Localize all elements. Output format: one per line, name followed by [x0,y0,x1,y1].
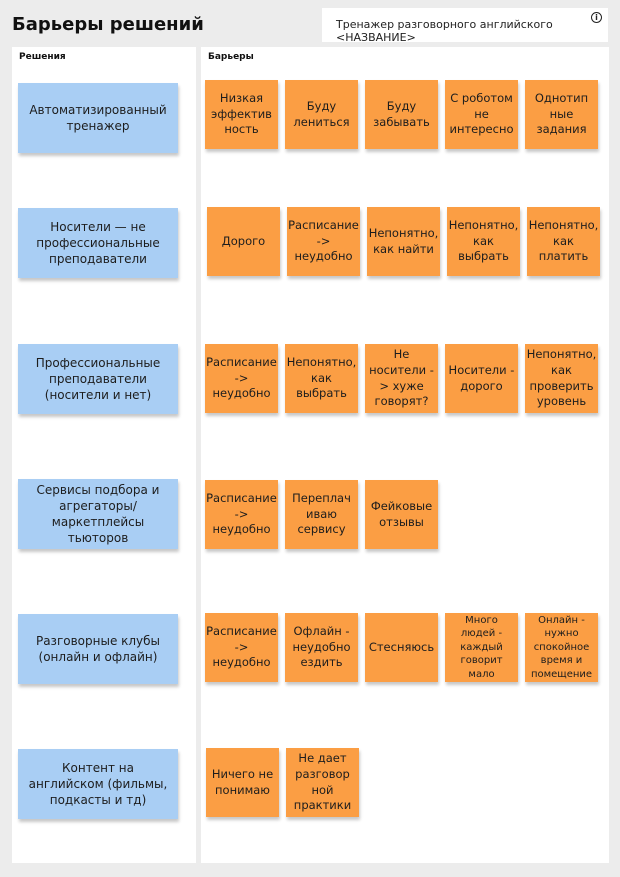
barrier-sticky[interactable]: Офлайн - неудобно ездить [285,613,358,682]
solution-sticky[interactable]: Автоматизированный тренажер [18,83,178,153]
page-title: Барьеры решений [12,14,204,35]
barrier-sticky[interactable]: Непонятно, как найти [367,207,440,276]
barrier-sticky[interactable]: Расписание -> неудобно [287,207,360,276]
barrier-sticky[interactable]: Онлайн - нужно спокойное время и помещение [525,613,598,682]
barrier-sticky[interactable]: Много людей - каждый говорит мало [445,613,518,682]
solution-sticky[interactable]: Профессиональные преподаватели (носители и нет) [18,344,178,414]
barrier-sticky[interactable]: Расписание -> неудобно [205,344,278,413]
barrier-sticky[interactable]: С роботом не интересно [445,80,518,149]
solution-sticky[interactable]: Сервисы подбора и агрегаторы/ маркетплейсы тьюторов [18,479,178,549]
barrier-sticky[interactable]: Однотип ные задания [525,80,598,149]
barrier-sticky[interactable]: Фейковые отзывы [365,480,438,549]
barrier-sticky[interactable]: Расписание -> неудобно [205,613,278,682]
board-info-box[interactable] [322,8,608,42]
barrier-sticky[interactable]: Низкая эффектив ность [205,80,278,149]
barrier-sticky[interactable]: Буду лениться [285,80,358,149]
solution-sticky[interactable]: Контент на английском (фильмы, подкасты и тд) [18,749,178,819]
barrier-sticky[interactable]: Непонятно, как выбрать [285,344,358,413]
barrier-sticky[interactable]: Носители - дорого [445,344,518,413]
info-icon[interactable]: i [591,12,602,23]
solutions-column [12,47,196,863]
board-subtitle: Тренажер разговорного английского <НАЗВАНИЕ> [336,18,553,44]
barrier-sticky[interactable]: Не носители - > хуже говорят? [365,344,438,413]
barriers-column-header: Барьеры [208,52,254,62]
solution-sticky[interactable]: Разговорные клубы (онлайн и офлайн) [18,614,178,684]
barrier-sticky[interactable]: Ничего не понимаю [206,748,279,817]
barrier-sticky[interactable]: Дорого [207,207,280,276]
solution-sticky[interactable]: Носители — не профессиональные преподаватели [18,208,178,278]
barriers-column [201,47,609,863]
barrier-sticky[interactable]: Стесняюсь [365,613,438,682]
barrier-sticky[interactable]: Буду забывать [365,80,438,149]
barrier-sticky[interactable]: Переплач иваю сервису [285,480,358,549]
barrier-sticky[interactable]: Непонятно, как выбрать [447,207,520,276]
barrier-sticky[interactable]: Не дает разговор ной практики [286,748,359,817]
solutions-column-header: Решения [19,52,66,62]
barrier-sticky[interactable]: Непонятно, как проверить уровень [525,344,598,413]
barrier-sticky[interactable]: Расписание -> неудобно [205,480,278,549]
barrier-sticky[interactable]: Непонятно, как платить [527,207,600,276]
